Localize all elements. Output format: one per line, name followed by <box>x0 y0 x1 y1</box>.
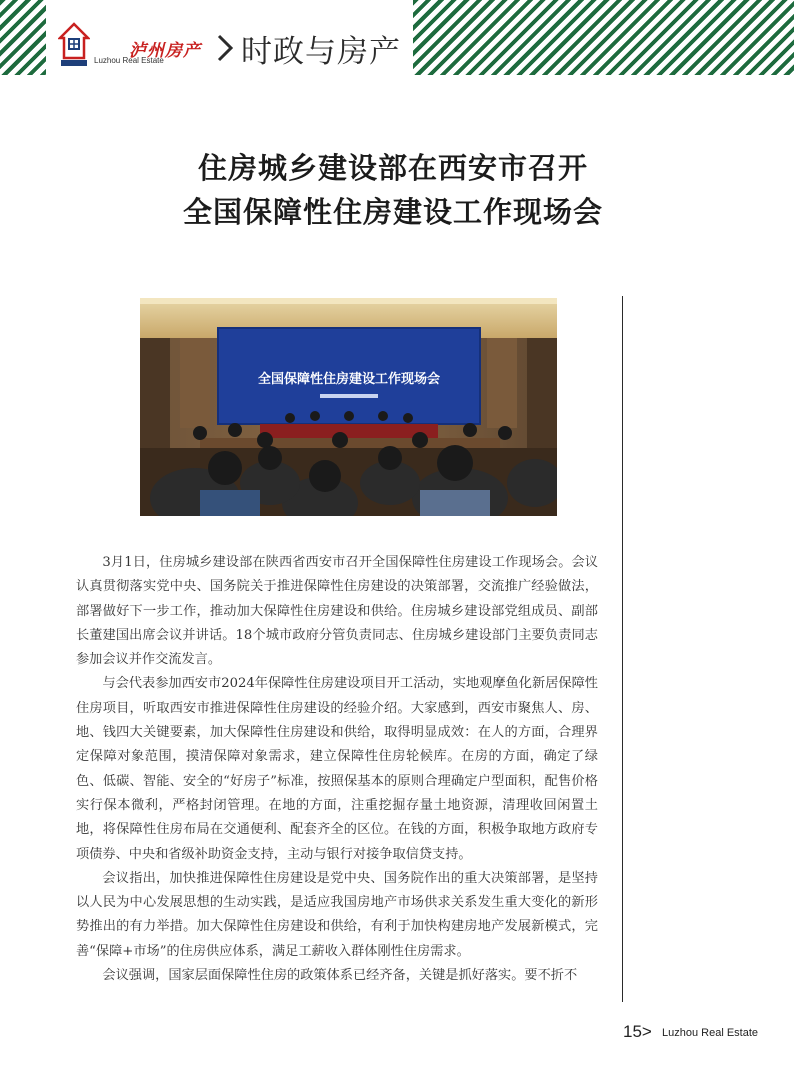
footer-brand: Luzhou Real Estate <box>662 1027 759 1039</box>
banner-text: 全国保障性住房建设工作现场会 <box>257 372 441 387</box>
brand-english: Luzhou Real Estate <box>94 56 164 65</box>
header-stripes-right <box>413 0 794 75</box>
paragraph: 会议强调，国家层面保障性住房的政策体系已经齐备，关键是抓好落实。要不折不 <box>102 968 578 984</box>
vertical-rule <box>622 296 623 1002</box>
paragraph: 3月1日，住房城乡建设部在陕西省西安市召开全国保障性住房建设工作现场会。会议认真贯彻落实党中央、国务院关于推进保障性住房建设的决策部署，交流推广经验做法，部署做好下一步工作，推动加大保障性住房建设和供给。住房城乡建设部党组成员、副部长董建国出席会议并讲话。18个城市政府分管负责同志、住房城乡建设部门主要负责同志参加会议并作交流发言。 <box>76 555 598 668</box>
article-body <box>76 551 598 988</box>
paragraph: 与会代表参加西安市2024年保障性住房建设项目开工活动，实地观摩鱼化新居保障性住房项目，听取西安市推进保障性住房建设的经验介绍。大家感到，西安市聚焦人、房、地、钱四大关键要素，加大保障性住房建设和供给，取得明显成效：在人的方面，合理界定保障对象范围，摸清保障对象需求，建立保障性住房轮候库。在房的方面，确定了绿色、低碳、智能、安全的“好房子”标准，按照保基本的原则合理确定户型面积，配售价格实行保本微利，严格封闭管理。在地的方面，注重挖掘存量土地资源，清理收回闲置土地，将保障性住房布局在交通便利、配套齐全的区位。在钱的方面，积极争取地方政府专项债券、中央和省级补助资金支持，主动与银行对接争取信贷支持。 <box>76 676 598 862</box>
header-stripes-left <box>0 0 46 75</box>
page-number: 15> <box>623 1022 652 1041</box>
house-logo-icon <box>58 22 90 68</box>
conference-photo <box>140 298 557 516</box>
chevron-right-icon <box>216 33 234 63</box>
section-title: 时政与房产 <box>241 34 401 70</box>
brand-chinese: 泸州房产 <box>129 41 201 61</box>
article-title-line1: 住房城乡建设部在西安市召开 <box>197 151 588 185</box>
paragraph: 会议指出，加快推进保障性住房建设是党中央、国务院作出的重大决策部署，是坚持以人民为中心发展思想的生动实践，是适应我国房地产市场供求关系发生重大变化的新形势推出的有力举措。加大保障性住房建设和供给，有利于加快构建房地产发展新模式，完善“保障+市场”的住房供应体系，满足工薪收入群体刚性住房需求。 <box>76 870 598 959</box>
magazine-header <box>46 0 413 75</box>
article-title-line2: 全国保障性住房建设工作现场会 <box>182 195 603 229</box>
